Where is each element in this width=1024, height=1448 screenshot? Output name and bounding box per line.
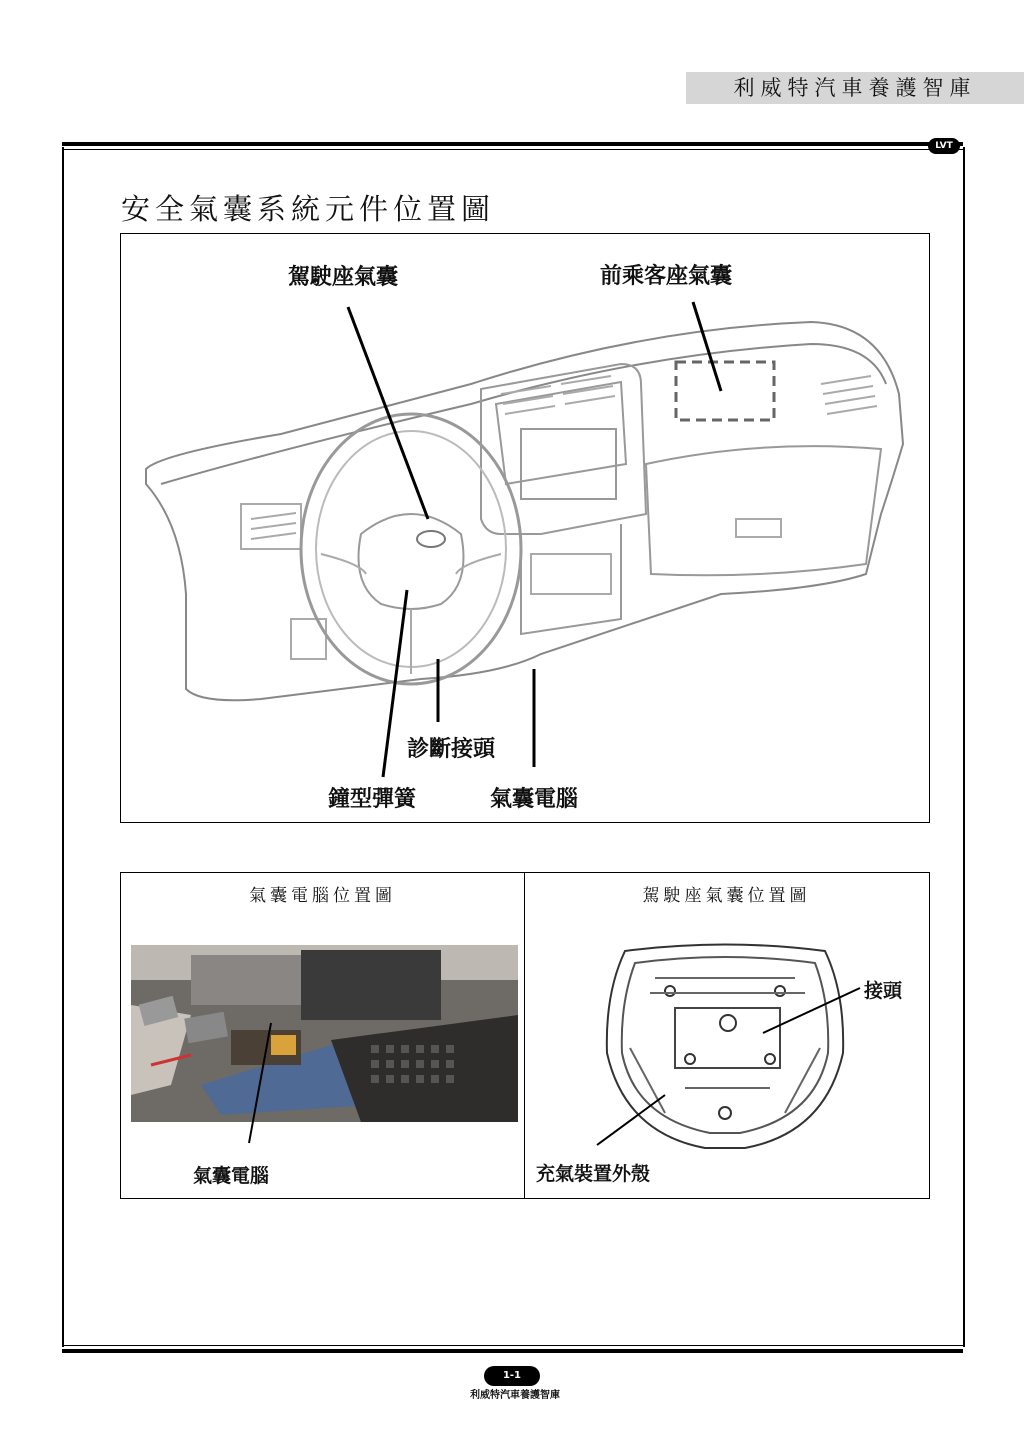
clock-spring-label: 鐘型彈簧 (328, 787, 417, 812)
bottom-rule-thick (62, 1349, 963, 1353)
airbag-computer-caption: 氣囊電腦位置圖 (249, 886, 396, 906)
passenger-airbag-label: 前乘客座氣囊 (600, 264, 733, 289)
top-rule-thick (62, 142, 963, 146)
airbag-module-drawing (525, 873, 929, 1198)
page-number-badge: 1-1 (484, 1366, 540, 1386)
callout-lines (121, 234, 929, 822)
connector-label: 接頭 (864, 980, 903, 1002)
driver-airbag-label: 駕駛座氣囊 (288, 265, 399, 290)
driver-airbag-caption: 駕駛座氣囊位置圖 (642, 886, 811, 906)
header-brand: 利威特汽車養護智庫 (733, 76, 977, 100)
airbag-computer-label: 氣囊電腦 (490, 787, 579, 812)
location-table (120, 872, 930, 1199)
inflator-housing-label: 充氣裝置外殼 (536, 1163, 651, 1185)
airbag-computer-photo-label: 氣囊電腦 (193, 1165, 270, 1187)
footer-brand: 利威特汽車養護智庫 (470, 1390, 560, 1401)
lvt-logo: LVT (928, 138, 960, 154)
dashboard-diagram (120, 233, 930, 823)
diagnostic-connector-label: 診斷接頭 (407, 737, 496, 762)
airbag-computer-pointer (121, 873, 524, 1198)
bottom-rule-thin (62, 1345, 963, 1346)
page-title: 安全氣囊系統元件位置圖 (121, 192, 496, 226)
